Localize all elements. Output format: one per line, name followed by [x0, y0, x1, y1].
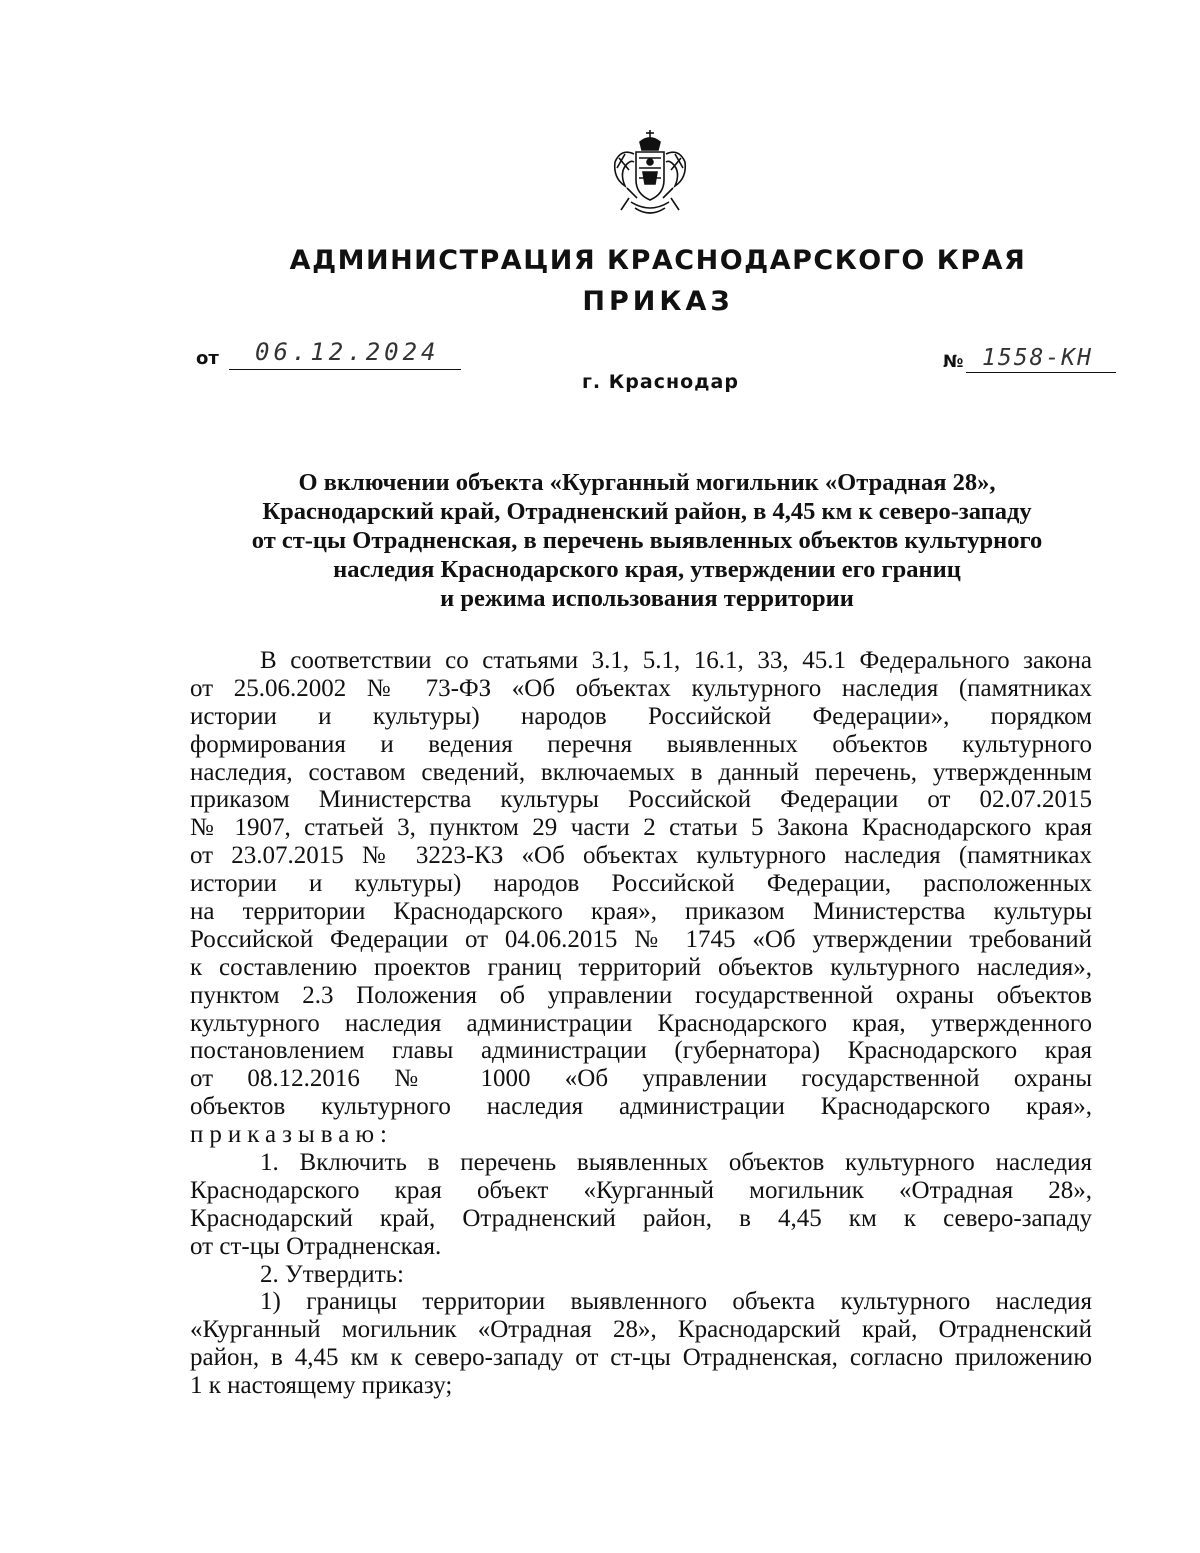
date-label: от	[196, 348, 219, 369]
item-2-1-line: 1) границы территории выявленного объекта культурного наследия	[260, 1288, 1092, 1316]
preamble-line: объектов культурного наследия администрации Краснодарского края»,	[190, 1093, 1092, 1121]
date-underline	[229, 369, 461, 370]
preamble-line: Российской Федерации от 04.06.2015 № 1745 «Об утверждении требований	[190, 925, 1092, 953]
preamble-line: формирования и ведения перечня выявленных объектов культурного	[190, 730, 1092, 758]
preamble-line: культурного наследия администрации Краснодарского края, утвержденного	[190, 1009, 1092, 1037]
preamble-line: к составлению проектов границ территорий объектов культурного наследия»,	[190, 953, 1092, 981]
preamble-line: на территории Краснодарского края», приказом Министерства культуры	[190, 898, 1092, 926]
preamble-line: В соответствии со статьями 3.1, 5.1, 16.1, 33, 45.1 Федерального закона	[260, 647, 1092, 674]
preamble-line: наследия, составом сведений, включаемых в данный перечень, утвержденным	[190, 758, 1092, 786]
preamble-line: № 1907, статьей 3, пунктом 29 части 2 статьи 5 Закона Краснодарского края	[190, 814, 1092, 842]
item-1-line: Краснодарский край, Отрадненский район, в 4,45 км к северо-западу	[190, 1204, 1092, 1232]
title-line: наследия Краснодарского края, утверждении его границ	[333, 556, 961, 583]
preamble-line: истории и культуры) народов Российской Федерации, расположенных	[190, 870, 1092, 898]
order-word: приказываю:	[190, 1121, 393, 1149]
item-1-line: 1. Включить в перечень выявленных объектов культурного наследия	[260, 1149, 1092, 1177]
date-value-handwritten: 06.12.2024	[255, 338, 440, 366]
document-type: ПРИКАЗ	[582, 286, 734, 317]
item-2-1-line: «Курганный могильник «Отрадная 28», Краснодарский край, Отрадненский	[190, 1316, 1092, 1344]
number-value-handwritten: 1558-КН	[982, 345, 1093, 371]
preamble-line: истории и культуры) народов Российской Федерации», порядком	[190, 702, 1092, 730]
preamble-line: пунктом 2.3 Положения об управлении государственной охраны объектов	[190, 981, 1092, 1009]
city: г. Краснодар	[582, 371, 739, 393]
document-body	[190, 647, 1092, 1400]
item-2-1-line: район, в 4,45 км к северо-западу от ст-цы Отрадненская, согласно приложению	[190, 1344, 1092, 1372]
preamble-line: приказом Министерства культуры Российской Федерации от 02.07.2015	[190, 786, 1092, 814]
preamble-line: постановлением главы администрации (губернатора) Краснодарского края	[190, 1037, 1092, 1065]
title-line: и режима использования территории	[440, 585, 854, 612]
document-title	[180, 468, 1114, 613]
item-1-line: от ст-цы Отрадненская.	[190, 1232, 442, 1260]
title-line: Краснодарский край, Отрадненский район, в 4,45 км к северо-западу	[262, 498, 1032, 525]
item-2-heading: 2. Утвердить:	[260, 1260, 404, 1288]
preamble-line: от 25.06.2002 № 73-ФЗ «Об объектах культурного наследия (памятниках	[190, 674, 1092, 702]
preamble-line: от 23.07.2015 № 3223-КЗ «Об объектах культурного наследия (памятниках	[190, 842, 1092, 870]
coat-of-arms-emblem	[607, 128, 693, 220]
number-label: №	[943, 352, 964, 372]
number-underline	[966, 372, 1116, 373]
item-1-line: Краснодарского края объект «Курганный могильник «Отрадная 28»,	[190, 1176, 1092, 1204]
organization-name: АДМИНИСТРАЦИЯ КРАСНОДАРСКОГО КРАЯ	[289, 245, 1027, 276]
preamble-line: от 08.12.2016 № 1000 «Об управлении государственной охраны	[190, 1065, 1092, 1093]
item-2-1-line: 1 к настоящему приказу;	[190, 1372, 453, 1400]
title-line: от ст-цы Отрадненская, в перечень выявленных объектов культурного	[251, 527, 1043, 554]
title-line: О включении объекта «Курганный могильник «Отрадная 28»,	[298, 469, 996, 496]
